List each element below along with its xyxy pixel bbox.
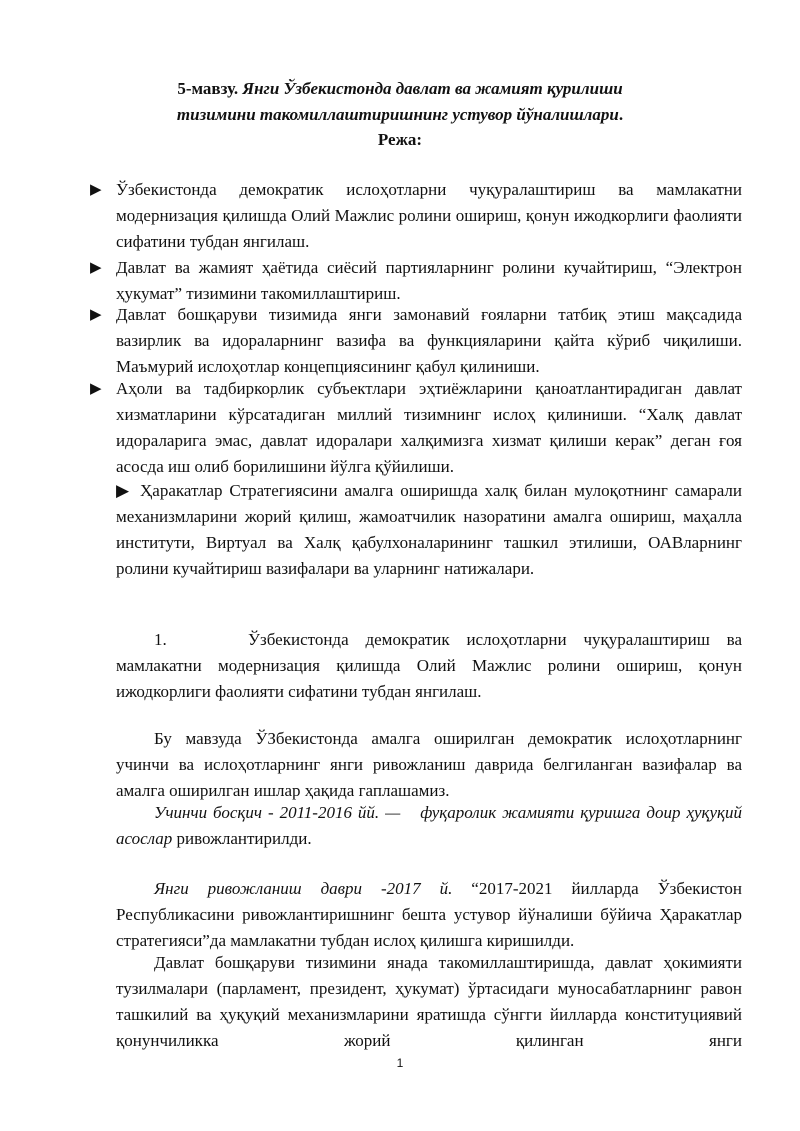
title-period: . <box>618 105 624 124</box>
plan-item-text: Аҳоли ва тадбиркорлик субъектлари эҳтиёжларини қаноатлантирадиган давлат хизматларини кўрсатадиган миллий тизимнинг ислоҳ қилиниши. “Халқ давлат идораларига эмас, давлат идоралари халқимизга хизмат қилиши керак” деган ғоя асосда иш олиб борилишини йўлга қўйилиши. <box>116 379 742 476</box>
plan-heading: Режа: <box>377 130 423 149</box>
page-number: 1 <box>396 1056 404 1070</box>
topic-title-line1: Янги Ўзбекистонда давлат ва жамият қурилиши <box>242 79 623 98</box>
third-stage-label: Учинчи босқич - 2011-2016 йй. — <box>154 803 401 822</box>
triangle-bullet-icon: ▶ <box>90 307 102 323</box>
third-stage-text: ривожлантирилди. <box>172 829 312 848</box>
plan-item-2 <box>90 255 742 307</box>
plan-item-5 <box>116 478 742 582</box>
section-1-heading <box>116 627 742 705</box>
plan-item-1 <box>90 177 742 255</box>
triangle-bullet-icon: ▶ <box>116 481 130 500</box>
paragraph-new-period <box>116 876 742 954</box>
plan-item-3 <box>90 302 742 380</box>
topic-title-line2: тизимини такомиллаштиришнинг устувор йўналишлари <box>176 105 619 124</box>
paragraph-intro: Бу мавзуда ЎЗбекистонда амалга оширилган демократик ислоҳотларнинг учинчи ва ислоҳотларнинг янги ривожланиш даврида белгиланган вазифалар ва амалга оширилган ишлар ҳақида гаплашамиз. <box>116 729 742 800</box>
plan-item-text: Ҳаракатлар Стратегиясини амалга оширишда халқ билан мулоқотнинг самарали механизмларини жорий қилиш, жамоатчилик назоратини амалга ошириш, маҳалла институти, Виртуал ва Халқ қабулхоналарининг ташкил этилиши, ОАВларнинг ролини кучайтириш вазифалари ва уларнинг натижалари. <box>116 481 742 578</box>
plan-item-4 <box>90 376 742 480</box>
plan-item-text: Давлат бошқаруви тизимида янги замонавий ғояларни татбиқ этиш мақсадида вазирлик ва идораларнинг вазифа ва функцияларини қайта кўриб чиқилиши. Маъмурий ислоҳотлар концепциясининг қабул қилиниши. <box>116 305 742 376</box>
plan-item-text: Ўзбекистонда демократик ислоҳотларни чуқуралаштириш ва мамлакатни модернизация қилишда Олий Мажлис ролини ошириш, қонун ижодкорлиги фаолияти сифатини тубдан янгилаш. <box>116 180 742 251</box>
plan-item-text: Давлат ва жамият ҳаётида сиёсий партияларнинг ролини кучайтириш, “Электрон ҳукумат” тизимини такомиллаштириш. <box>116 258 742 303</box>
triangle-bullet-icon: ▶ <box>90 381 102 397</box>
third-stage-italic-text: фуқаролик жамияти қуришга доир ҳуқуқий асослар <box>116 803 742 848</box>
section-number: 1. <box>154 630 167 649</box>
section-text: Ўзбекистонда демократик ислоҳотларни чуқуралаштириш ва мамлакатни модернизация қилишда Олий Мажлис ролини ошириш, қонун ижодкорлиги фаолияти сифатини тубдан янгилаш. <box>116 630 742 701</box>
topic-title <box>0 76 800 128</box>
new-period-label: Янги ривожланиш даври -2017 й. <box>154 879 453 898</box>
triangle-bullet-icon: ▶ <box>90 260 102 276</box>
topic-prefix: 5-мавзу. <box>177 79 239 98</box>
new-period-text: “2017-2021 йилларда Ўзбекистон Республикасини ривожлантиришнинг бешта устувор йўналиши бўйича Ҳаракатлар стратегияси”да мамлакатни тубдан ислоҳ қилишга киришилди. <box>116 879 743 950</box>
paragraph-governance: Давлат бошқаруви тизимини янада такомиллаштиришда, давлат ҳокимияти тузилмалари (парламент, президент, ҳукумат) ўртасидаги муносабатларнинг равон ташкилий ва ҳуқуқий механизмларини яратишда сўнгги йилларда конституциявий қонунчиликка жорий қилинган янги <box>116 953 742 1050</box>
triangle-bullet-icon: ▶ <box>90 182 102 198</box>
paragraph-third-stage <box>116 800 742 852</box>
